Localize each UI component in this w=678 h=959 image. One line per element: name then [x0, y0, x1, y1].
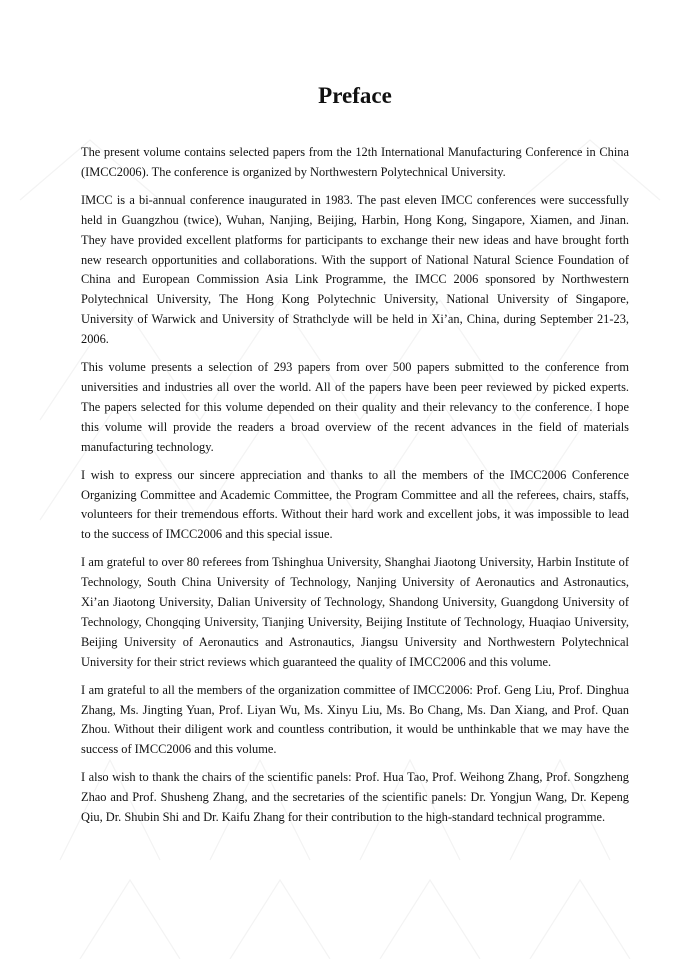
paragraph-imcc-history: IMCC is a bi-annual conference inaugurated in 1983. The past eleven IMCC conferences were successfully held in Guangzhou (twice), Wuhan, Nanjing, Beijing, Harbin, Hong Kong, Singapore, Xiamen, and Jinan. They have provided excellent platforms for participants to exchange their new ideas and have brought forth new research opportunities and collaborations. With the support of National Natural Science Foundation of China and European Commission Asia Link Programme, the IMCC 2006 sponsored by Northwestern Polytechnical University, The Hong Kong Polytechnic University, National University of Singapore, University of Warwick and University of Strathclyde will be held in Xi’an, China, during September 21-23, 2006. — [81, 192, 629, 347]
preface-body — [81, 143, 629, 836]
paragraph-organization-committee: I am grateful to all the members of the organization committee of IMCC2006: Prof. Geng Liu, Prof. Dinghua Zhang, Ms. Jingting Yuan, Prof. Liyan Wu, Ms. Xinyu Liu, Ms. Bo Chang, Ms. Dan Xiang, and Prof. Quan Zhou. Without their diligent work and countless contribution, it would be unthinkable that we may have the success of IMCC2006 and this volume. — [81, 682, 629, 757]
paragraph-scientific-panels: I also wish to thank the chairs of the scientific panels: Prof. Hua Tao, Prof. Weihong Zhang, Prof. Songzheng Zhao and Prof. Shusheng Zhang, and the secretaries of the scientific panels: Dr. Yongjun Wang, Dr. Kepeng Qiu, Dr. Shubin Shi and Dr. Kaifu Zhang for their contribution to the high-standard technical programme. — [81, 770, 629, 825]
page-title: Preface — [318, 83, 392, 108]
paragraph-referees: I am grateful to over 80 referees from Tshinghua University, Shanghai Jiaotong University, Harbin Institute of Technology, South China University of Technology, Nanjing University of Aeronautics and Astronautics, Xi’an Jiaotong University, Dalian University of Technology, Shandong University, Guangdong University of Technology, Chongqing University, Tianjing University, Beijing Institute of Technology, Huaqiao University, Beijing University of Aeronautics and Astronautics, Jiangsu University and Northwestern Polytechnical University for their strict reviews which guaranteed the quality of IMCC2006 and this volume. — [81, 555, 629, 669]
paragraph-volume-selection: This volume presents a selection of 293 papers from over 500 papers submitted to the conference from universities and industries all over the world. All of the papers have been peer reviewed by picked experts. The papers selected for this volume depended on their quality and their relevancy to the conference. I hope this volume will provide the readers a broad overview of the recent advances in the field of materials manufacturing technology. — [81, 360, 629, 454]
paragraph-appreciation: I wish to express our sincere appreciation and thanks to all the members of the IMCC2006 Conference Organizing Committee and Academic Committee, the Program Committee and all the referees, chairs, staffs, volunteers for their tremendous efforts. Without their hard work and excellent jobs, it was impossible to lead to the success of IMCC2006 and this special issue. — [81, 467, 629, 542]
paragraph-intro: The present volume contains selected papers from the 12th International Manufacturing Conference in China (IMCC2006). The conference is organized by Northwestern Polytechnical University. — [81, 145, 629, 179]
